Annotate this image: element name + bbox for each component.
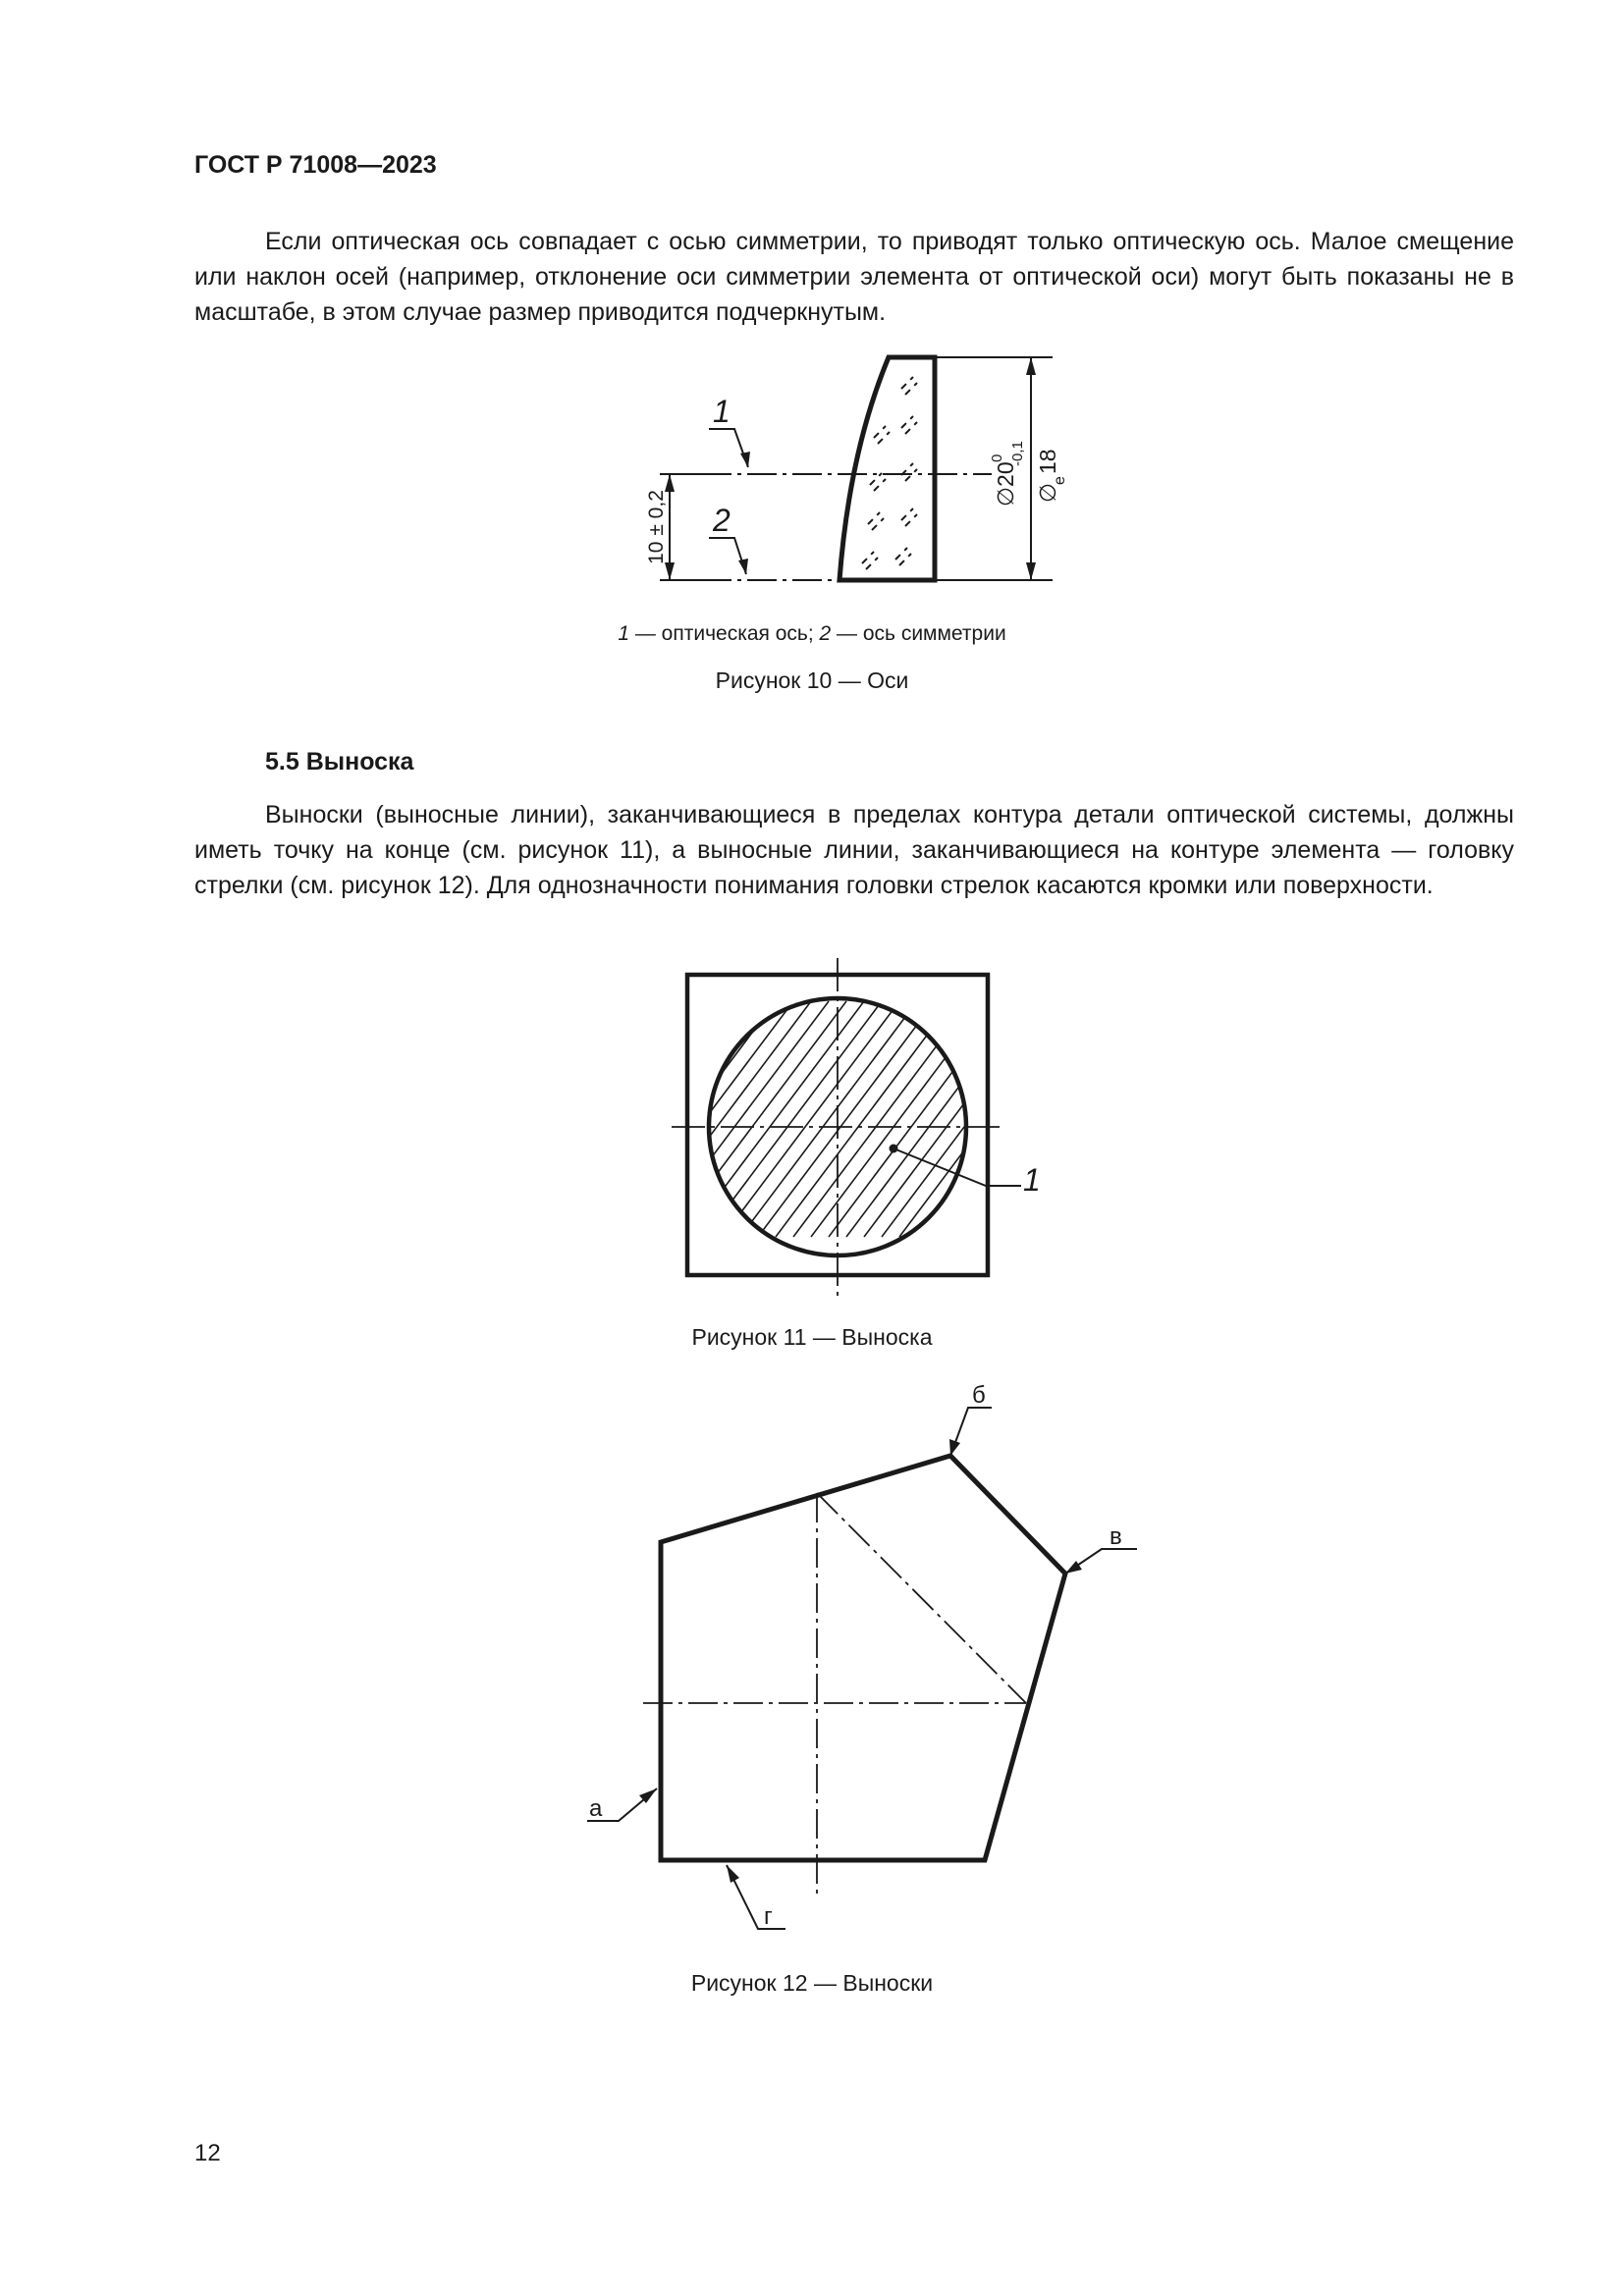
figure-12-label-a: а [589,1795,603,1822]
arrowhead-g [727,1865,739,1883]
dimension-diameter-lower-tol: -0,1 [1009,441,1026,466]
arrowhead-v [1065,1561,1082,1574]
figure-12-label-v: в [1110,1523,1122,1550]
figure-12-label-b: б [972,1382,986,1409]
figure-12-caption: Рисунок 12 — Выноски [690,1970,934,1996]
figure-10-drawing [628,348,1080,594]
figure-11-caption: Рисунок 11 — Выноска [691,1324,933,1350]
legend-text-2: — ось симметрии [831,622,1006,645]
legend-num-2: 2 [819,622,832,645]
figure-10-caption: Рисунок 10 — Оси [715,667,909,693]
center-line-diagonal [817,1493,1026,1703]
leader-2 [709,538,746,574]
figure-10-callout-2: 2 [713,503,731,538]
section-heading: 5.5 Выноска [265,748,414,775]
figure-12-label-g: г [764,1903,773,1930]
leader-line [893,1148,1021,1186]
page-number: 12 [194,2140,221,2166]
pentagon-outline [661,1456,1065,1860]
dimension-diameter-label: ∅20 [993,461,1018,507]
arrowhead-b [949,1439,960,1456]
figure-10-callout-1: 1 [713,394,731,429]
leader-dot [890,1145,898,1153]
figure-11-callout-1: 1 [1023,1162,1041,1198]
lens-outline [839,357,935,580]
figure-10-legend [0,622,1624,646]
dimension-effective-symbol: ∅ [1035,482,1060,503]
legend-num-1: 1 [618,622,629,645]
leader-b [950,1408,992,1456]
circle-hatching [564,1001,1076,1237]
intro-paragraph: Если оптическая ось совпадает с осью симметрии, то приводят только оптическую ось. Малое смещение или наклон осей (например, отклонение оси симметрии элемента от оптической оси) могут быть показаны не в масштабе, в этом случае размер приводится подчеркнутым. [194,228,1514,326]
dimension-effective-subscript: e [1052,476,1068,485]
legend-text-1: — оптическая ось; [629,622,820,645]
document-header: ГОСТ Р 71008—2023 [194,151,437,179]
dimension-effective-value: 18 [1035,449,1060,474]
leader-1 [709,429,748,467]
section-paragraph: Выноски (выносные линии), заканчивающиеся в пределах контура детали оптической системы, должны иметь точку на конце (см. рисунок 11), а выносные линии, заканчивающиеся на контуре элемента — головку стрелки (см. рисунок 12). Для однозначности понимания головки стрелок касаются кромки или поверхности. [194,801,1514,899]
figure-12-drawing [550,1364,1159,1953]
dimension-diameter-upper-tol: 0 [989,454,1005,462]
dimension-offset-label: 10 ± 0,2 [645,490,668,564]
figure-11-drawing [668,947,1080,1261]
